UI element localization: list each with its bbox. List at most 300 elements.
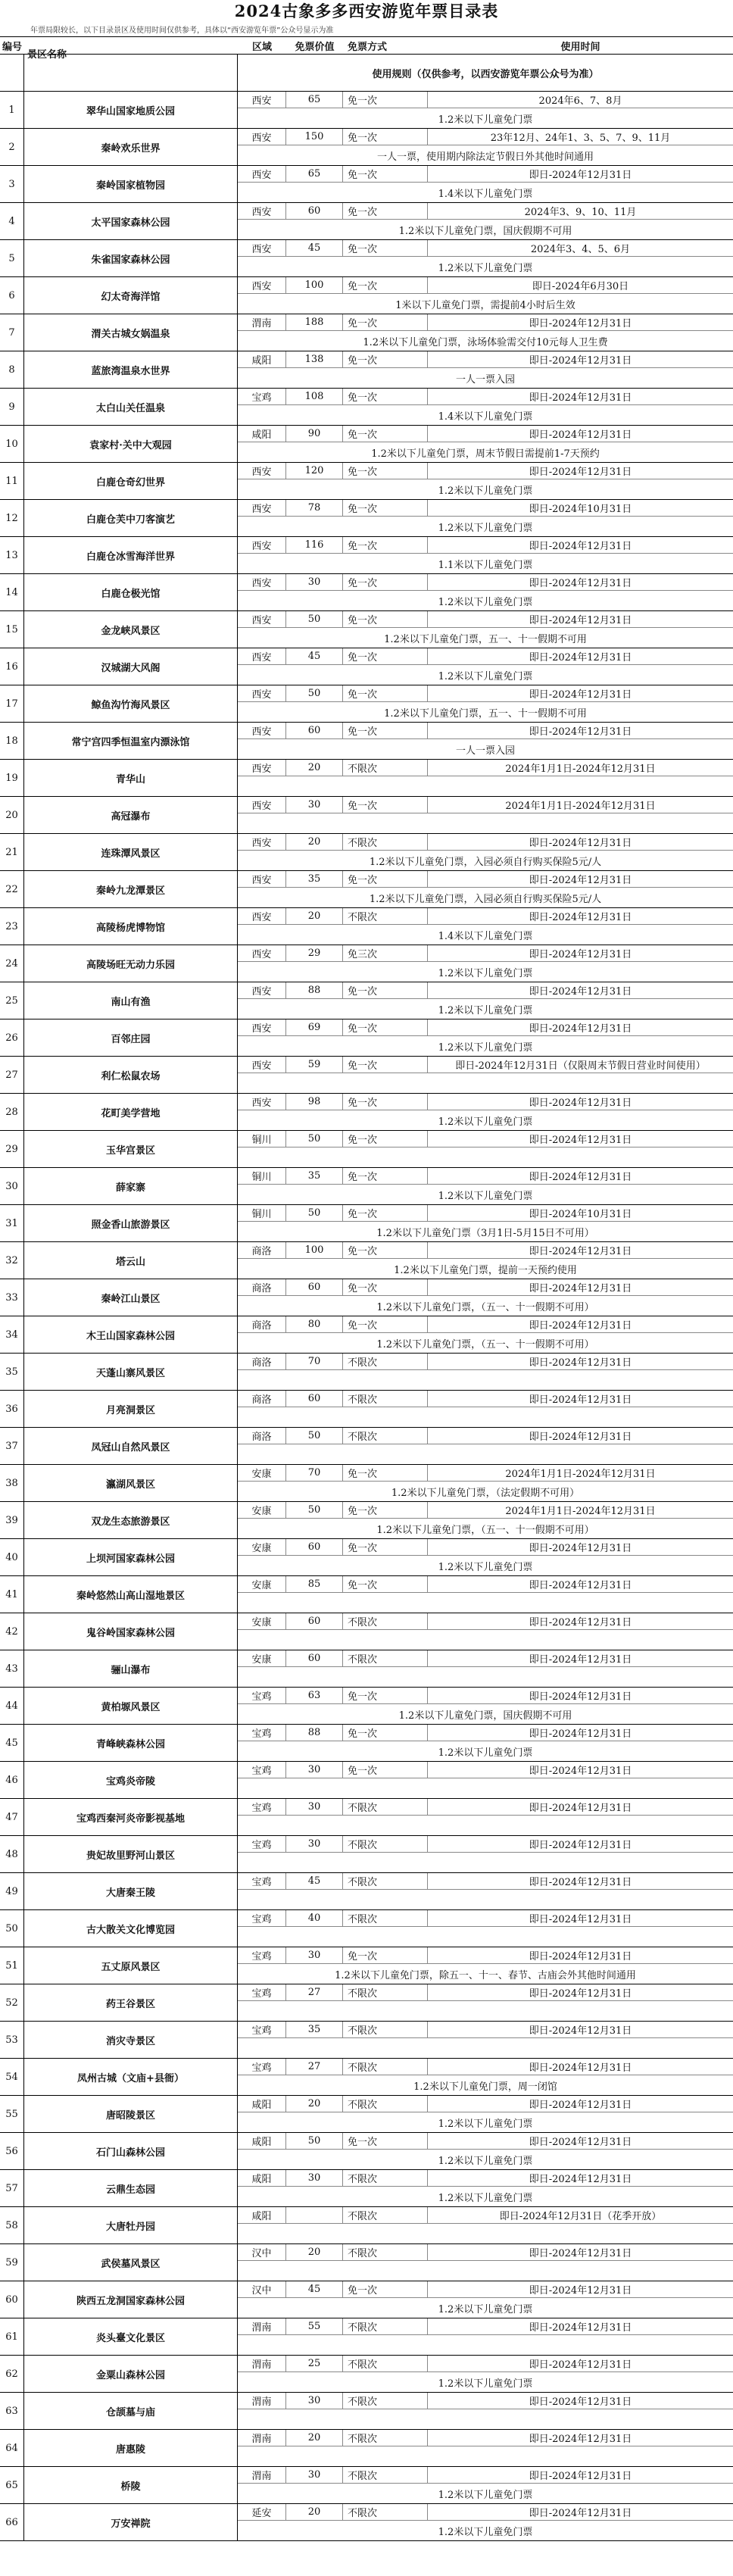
region-cell: 西安 bbox=[238, 277, 286, 293]
method-cell: 不限次 bbox=[343, 2022, 428, 2037]
note-line: 1.2米以下儿童免门票 bbox=[438, 2155, 533, 2167]
table-row bbox=[0, 1725, 733, 1762]
region-cell: 西安 bbox=[238, 871, 286, 887]
region-cell: 宝鸡 bbox=[238, 389, 286, 404]
time-cell: 即日-2024年12月31日 bbox=[529, 1728, 632, 1740]
time-cell: 即日-2024年6月30日 bbox=[532, 281, 629, 292]
note-line: 1.2米以下儿童免门票 bbox=[438, 262, 533, 274]
region-cell: 安康 bbox=[238, 1465, 286, 1481]
method-cell: 免一次 bbox=[343, 2133, 428, 2149]
table-row bbox=[0, 1799, 733, 1836]
price-cell: 25 bbox=[286, 2356, 343, 2371]
note-line: 1.2米以下儿童免门票 bbox=[438, 2118, 533, 2130]
price-cell: 60 bbox=[286, 1613, 343, 1629]
time-cell: 即日-2024年12月31日 bbox=[529, 1283, 632, 1294]
method-cell: 免一次 bbox=[343, 1688, 428, 1703]
region-cell: 西安 bbox=[238, 648, 286, 664]
time-cell: 2024年1月1日-2024年12月31日 bbox=[505, 763, 656, 775]
note-line bbox=[238, 1927, 733, 1947]
note-line: 1.2米以下儿童免门票 bbox=[438, 2303, 533, 2315]
table-row bbox=[0, 351, 733, 389]
scenic-spot-name: 汉城湖大风阁 bbox=[24, 648, 238, 685]
scenic-spot-name: 白鹿仓冰雪海洋世界 bbox=[24, 537, 238, 573]
detail-line bbox=[238, 500, 733, 517]
detail-line bbox=[238, 166, 733, 183]
row-number: 56 bbox=[0, 2133, 24, 2169]
detail-line bbox=[238, 945, 733, 962]
price-cell: 20 bbox=[286, 2096, 343, 2112]
method-cell: 免一次 bbox=[343, 871, 428, 887]
row-number: 31 bbox=[0, 1205, 24, 1241]
price-cell: 50 bbox=[286, 2133, 343, 2149]
row-number: 24 bbox=[0, 945, 24, 982]
scenic-spot-name: 秦岭九龙潭景区 bbox=[24, 871, 238, 907]
region-cell: 铜川 bbox=[238, 1205, 286, 1221]
note-line bbox=[238, 2261, 733, 2281]
note-line: 1.2米以下儿童免门票，（五一、十一假期不可用） bbox=[376, 1524, 594, 1536]
notice-text: 年票局限较长，以下目录景区及使用时间仅供参考，具体以“西安游览年票”公众号显示为准 bbox=[30, 26, 334, 35]
price-cell: 65 bbox=[286, 92, 343, 108]
row-number: 8 bbox=[0, 351, 24, 388]
price-cell: 63 bbox=[286, 1688, 343, 1703]
method-cell: 不限次 bbox=[343, 1910, 428, 1926]
time-cell: 即日-2024年12月31日（仅限周末节假日营业时间使用） bbox=[455, 1060, 706, 1072]
row-number: 39 bbox=[0, 1502, 24, 1538]
table-body bbox=[0, 55, 733, 2541]
price-cell: 100 bbox=[286, 1242, 343, 1258]
price-cell: 85 bbox=[286, 1576, 343, 1592]
row-number: 63 bbox=[0, 2393, 24, 2429]
time-cell: 即日-2024年12月31日 bbox=[529, 838, 632, 849]
time-cell: 即日-2024年12月31日 bbox=[529, 2508, 632, 2519]
row-number: 66 bbox=[0, 2504, 24, 2540]
scenic-spot-name: 渭关古城女娲温泉 bbox=[24, 314, 238, 351]
method-cell: 免一次 bbox=[343, 92, 428, 108]
region-cell: 咸阳 bbox=[238, 2096, 286, 2112]
region-cell: 西安 bbox=[238, 129, 286, 145]
time-cell: 即日-2024年12月31日 bbox=[529, 2396, 632, 2408]
scenic-spot-name: 翠华山国家地质公园 bbox=[24, 92, 238, 128]
row-number: 19 bbox=[0, 760, 24, 796]
detail-line bbox=[238, 1576, 733, 1593]
time-cell: 即日-2024年12月31日 bbox=[529, 615, 632, 626]
time-cell: 2024年1月1日-2024年12月31日 bbox=[505, 801, 656, 812]
detail-line bbox=[238, 2356, 733, 2372]
price-cell: 30 bbox=[286, 2393, 343, 2409]
detail-line bbox=[238, 1279, 733, 1296]
scenic-spot-name: 凤冠山自然风景区 bbox=[24, 1428, 238, 1464]
method-cell: 不限次 bbox=[343, 1354, 428, 1369]
table-row bbox=[0, 2059, 733, 2096]
price-cell: 80 bbox=[286, 1316, 343, 1332]
price-cell: 45 bbox=[286, 2281, 343, 2297]
note-line: 1.2米以下儿童免门票 bbox=[438, 1190, 533, 1202]
note-line: 1.2米以下儿童免门票，国庆假期不可用 bbox=[398, 1710, 572, 1722]
row-number: 14 bbox=[0, 574, 24, 610]
time-cell: 2024年3、4、5、6月 bbox=[530, 244, 631, 255]
scenic-spot-name: 消灾寺景区 bbox=[24, 2022, 238, 2058]
price-cell: 20 bbox=[286, 834, 343, 850]
time-cell: 即日-2024年12月31日 bbox=[529, 875, 632, 886]
scenic-spot-name: 骊山瀑布 bbox=[24, 1650, 238, 1687]
table-row bbox=[0, 537, 733, 574]
scenic-spot-name: 玉华宫景区 bbox=[24, 1131, 238, 1167]
price-cell: 88 bbox=[286, 982, 343, 998]
table-row bbox=[0, 1613, 733, 1650]
region-cell: 西安 bbox=[238, 945, 286, 961]
time-cell: 即日-2024年12月31日 bbox=[529, 2137, 632, 2148]
time-cell: 即日-2024年12月31日 bbox=[529, 2174, 632, 2185]
detail-line bbox=[238, 1836, 733, 1853]
price-cell: 35 bbox=[286, 2022, 343, 2037]
price-cell: 90 bbox=[286, 426, 343, 442]
region-cell: 咸阳 bbox=[238, 2170, 286, 2186]
method-cell: 免三次 bbox=[343, 945, 428, 961]
scenic-spot-name: 五丈原风景区 bbox=[24, 1947, 238, 1984]
region-cell: 宝鸡 bbox=[238, 1799, 286, 1815]
detail-line bbox=[238, 1242, 733, 1259]
note-line: 1.2米以下儿童免门票，周末节假日需提前1-7天预约 bbox=[371, 448, 600, 460]
table-row bbox=[0, 166, 733, 203]
price-cell: 78 bbox=[286, 500, 343, 516]
time-cell: 即日-2024年12月31日 bbox=[529, 2062, 632, 2074]
time-cell: 即日-2024年12月31日 bbox=[529, 1098, 632, 1109]
method-cell: 不限次 bbox=[343, 834, 428, 850]
region-cell: 咸阳 bbox=[238, 426, 286, 442]
row-number: 60 bbox=[0, 2281, 24, 2318]
note-line: 1.4米以下儿童免门票 bbox=[438, 188, 533, 200]
method-cell: 不限次 bbox=[343, 1650, 428, 1666]
detail-line bbox=[238, 834, 733, 851]
method-cell: 不限次 bbox=[343, 1836, 428, 1852]
time-cell: 即日-2024年12月31日 bbox=[529, 2248, 632, 2259]
table-row bbox=[0, 92, 733, 129]
method-cell: 免一次 bbox=[343, 351, 428, 367]
region-cell: 渭南 bbox=[238, 2430, 286, 2446]
note-line: 1.2米以下儿童免门票 bbox=[438, 1041, 533, 1054]
scenic-spot-name: 万安禅院 bbox=[24, 2504, 238, 2540]
price-cell: 50 bbox=[286, 1502, 343, 1518]
price-cell: 45 bbox=[286, 1873, 343, 1889]
table-row bbox=[0, 1131, 733, 1168]
detail-line bbox=[238, 277, 733, 294]
method-cell: 不限次 bbox=[343, 1428, 428, 1444]
price-cell: 20 bbox=[286, 2430, 343, 2446]
note-line bbox=[238, 1073, 733, 1093]
region-cell: 宝鸡 bbox=[238, 1873, 286, 1889]
note-line: 1.2米以下儿童免门票（3月1日-5月15日不可用） bbox=[376, 1227, 594, 1239]
price-cell: 40 bbox=[286, 1910, 343, 1926]
region-cell: 西安 bbox=[238, 500, 286, 516]
time-cell: 即日-2024年10月31日 bbox=[529, 504, 632, 515]
table-row bbox=[0, 1688, 733, 1725]
method-cell: 免一次 bbox=[343, 1316, 428, 1332]
usage-rule: 使用规则（仅供参考，以西安游览年票公众号为准） bbox=[372, 69, 599, 80]
note-line: 1.2米以下儿童免门票 bbox=[438, 1004, 533, 1016]
scenic-spot-name: 仓颉墓与庙 bbox=[24, 2393, 238, 2429]
region-cell: 渭南 bbox=[238, 2393, 286, 2409]
time-cell: 2024年1月1日-2024年12月31日 bbox=[505, 1506, 656, 1517]
method-cell: 不限次 bbox=[343, 2393, 428, 2409]
header-area: 区域 bbox=[251, 41, 272, 53]
row-number: 43 bbox=[0, 1650, 24, 1687]
note-line: 1.2米以下儿童免门票，入园必须自行购买保险5元/人 bbox=[369, 856, 602, 868]
row-number: 25 bbox=[0, 982, 24, 1019]
region-cell: 安康 bbox=[238, 1650, 286, 1666]
table-row bbox=[0, 871, 733, 908]
detail-line bbox=[238, 1502, 733, 1519]
row-number: 6 bbox=[0, 277, 24, 314]
time-cell: 即日-2024年12月31日 bbox=[529, 2025, 632, 2037]
method-cell: 免一次 bbox=[343, 1947, 428, 1963]
region-cell: 西安 bbox=[238, 982, 286, 998]
method-cell: 不限次 bbox=[343, 2207, 428, 2223]
scenic-spot-name: 月亮洞景区 bbox=[24, 1391, 238, 1427]
time-cell: 2024年3、9、10、11月 bbox=[524, 207, 637, 218]
note-line: 1.2米以下儿童免门票 bbox=[438, 967, 533, 979]
region-cell: 安康 bbox=[238, 1576, 286, 1592]
page-title: 2024古象多多西安游览年票目录表 bbox=[234, 2, 499, 20]
note-line: 1.2米以下儿童免门票 bbox=[438, 670, 533, 682]
method-cell: 免一次 bbox=[343, 389, 428, 404]
note-line: 1.1米以下儿童免门票 bbox=[438, 559, 533, 571]
table-row bbox=[0, 648, 733, 685]
note-line bbox=[238, 1593, 733, 1613]
method-cell: 不限次 bbox=[343, 2059, 428, 2075]
row-number: 10 bbox=[0, 426, 24, 462]
detail-line bbox=[238, 648, 733, 665]
detail-line bbox=[238, 1613, 733, 1630]
detail-line bbox=[238, 1019, 733, 1036]
time-cell: 即日-2024年12月31日 bbox=[529, 2285, 632, 2297]
region-cell: 咸阳 bbox=[238, 351, 286, 367]
method-cell: 不限次 bbox=[343, 2504, 428, 2520]
method-cell: 免一次 bbox=[343, 500, 428, 516]
price-cell: 35 bbox=[286, 871, 343, 887]
note-line: 1.2米以下儿童免门票 bbox=[438, 1561, 533, 1573]
detail-line bbox=[238, 1762, 733, 1778]
row-number: 44 bbox=[0, 1688, 24, 1724]
scenic-spot-name: 大唐牡丹园 bbox=[24, 2207, 238, 2243]
note-line: 一人一票入园 bbox=[455, 373, 515, 386]
price-cell: 20 bbox=[286, 2244, 343, 2260]
table-row bbox=[0, 1391, 733, 1428]
row-number: 34 bbox=[0, 1316, 24, 1353]
scenic-spot-name: 武侯墓风景区 bbox=[24, 2244, 238, 2281]
price-cell: 20 bbox=[286, 760, 343, 776]
row-number: 50 bbox=[0, 1910, 24, 1947]
time-cell: 即日-2024年12月31日（花季开放） bbox=[499, 2211, 662, 2222]
time-cell: 即日-2024年12月31日 bbox=[529, 652, 632, 664]
region-cell: 西安 bbox=[238, 1019, 286, 1035]
table-row bbox=[0, 797, 733, 834]
row-number: 18 bbox=[0, 723, 24, 759]
price-cell: 45 bbox=[286, 240, 343, 256]
time-cell: 2024年1月1日-2024年12月31日 bbox=[505, 1469, 656, 1480]
price-cell bbox=[286, 2207, 343, 2223]
time-cell: 即日-2024年12月31日 bbox=[529, 1432, 632, 1443]
note-line bbox=[238, 776, 733, 796]
time-cell: 即日-2024年12月31日 bbox=[529, 1654, 632, 1666]
detail-line bbox=[238, 2022, 733, 2038]
note-line bbox=[238, 1778, 733, 1798]
method-cell: 不限次 bbox=[343, 2096, 428, 2112]
time-cell: 即日-2024年12月31日 bbox=[529, 1320, 632, 1332]
row-number: 57 bbox=[0, 2170, 24, 2206]
row-number: 5 bbox=[0, 240, 24, 276]
price-cell: 50 bbox=[286, 1428, 343, 1444]
method-cell: 不限次 bbox=[343, 1613, 428, 1629]
region-cell: 西安 bbox=[238, 92, 286, 108]
scenic-spot-name: 连珠潭风景区 bbox=[24, 834, 238, 870]
detail-line bbox=[238, 389, 733, 405]
table-row bbox=[0, 834, 733, 871]
detail-line bbox=[238, 1354, 733, 1370]
note-line: 1.4米以下儿童免门票 bbox=[438, 930, 533, 942]
row-number: 28 bbox=[0, 1094, 24, 1130]
header-method: 免票方式 bbox=[348, 41, 388, 53]
table-row bbox=[0, 500, 733, 537]
table-row bbox=[0, 1576, 733, 1613]
time-cell: 即日-2024年12月31日 bbox=[529, 170, 632, 181]
scenic-spot-name: 金粟山森林公园 bbox=[24, 2356, 238, 2392]
time-cell: 即日-2024年12月31日 bbox=[529, 1691, 632, 1703]
note-line bbox=[238, 2001, 733, 2021]
note-line bbox=[238, 1444, 733, 1464]
scenic-spot-name: 利仁松鼠农场 bbox=[24, 1057, 238, 1093]
region-cell: 西安 bbox=[238, 760, 286, 776]
note-line: 1.2米以下儿童免门票 bbox=[438, 2526, 533, 2538]
method-cell: 免一次 bbox=[343, 1019, 428, 1035]
table-row bbox=[0, 574, 733, 611]
header-name: 景区名称 bbox=[27, 48, 67, 61]
time-cell: 2024年6、7、8月 bbox=[538, 95, 622, 107]
note-line: 1.2米以下儿童免门票，（五一、十一假期不可用） bbox=[376, 1301, 594, 1313]
table-row bbox=[0, 2022, 733, 2059]
detail-line bbox=[238, 1539, 733, 1556]
price-cell: 30 bbox=[286, 574, 343, 590]
scenic-spot-name: 薛家寨 bbox=[24, 1168, 238, 1204]
method-cell: 免一次 bbox=[343, 1094, 428, 1110]
scenic-spot-name: 瀛湖风景区 bbox=[24, 1465, 238, 1501]
detail-line bbox=[238, 240, 733, 257]
detail-line bbox=[238, 129, 733, 145]
price-cell: 59 bbox=[286, 1057, 343, 1073]
method-cell: 不限次 bbox=[343, 1984, 428, 2000]
detail-line bbox=[238, 1725, 733, 1741]
time-cell: 即日-2024年12月31日 bbox=[529, 986, 632, 998]
method-cell: 免一次 bbox=[343, 166, 428, 182]
table-row bbox=[0, 2281, 733, 2318]
detail-line bbox=[238, 1168, 733, 1185]
price-cell: 108 bbox=[286, 389, 343, 404]
price-cell: 60 bbox=[286, 1650, 343, 1666]
detail-line bbox=[238, 1947, 733, 1964]
scenic-spot-name: 宝鸡炎帝陵 bbox=[24, 1762, 238, 1798]
time-cell: 即日-2024年12月31日 bbox=[529, 1172, 632, 1183]
table-row bbox=[0, 2207, 733, 2244]
method-cell: 免一次 bbox=[343, 723, 428, 738]
method-cell: 免一次 bbox=[343, 129, 428, 145]
detail-line bbox=[238, 351, 733, 368]
region-cell: 西安 bbox=[238, 908, 286, 924]
method-cell: 不限次 bbox=[343, 2318, 428, 2334]
price-cell: 20 bbox=[286, 2504, 343, 2520]
scenic-spot-name: 高陵场旺无动力乐园 bbox=[24, 945, 238, 982]
scenic-spot-name: 白鹿仓极光馆 bbox=[24, 574, 238, 610]
detail-line bbox=[238, 1428, 733, 1444]
scenic-spot-name: 塔云山 bbox=[24, 1242, 238, 1279]
scenic-spot-name: 陕西五龙洞国家森林公园 bbox=[24, 2281, 238, 2318]
method-cell: 免一次 bbox=[343, 1502, 428, 1518]
row-number: 4 bbox=[0, 203, 24, 239]
row-number: 40 bbox=[0, 1539, 24, 1575]
row-number: 17 bbox=[0, 685, 24, 722]
scenic-spot-name: 炎头臺文化景区 bbox=[24, 2318, 238, 2355]
scenic-spot-name: 上坝河国家森林公园 bbox=[24, 1539, 238, 1575]
detail-line bbox=[238, 1650, 733, 1667]
table-row bbox=[0, 1205, 733, 1242]
region-cell: 铜川 bbox=[238, 1168, 286, 1184]
table-row bbox=[0, 945, 733, 982]
region-cell: 宝鸡 bbox=[238, 1947, 286, 1963]
region-cell: 西安 bbox=[238, 797, 286, 813]
method-cell: 免一次 bbox=[343, 1279, 428, 1295]
price-cell: 20 bbox=[286, 908, 343, 924]
price-cell: 188 bbox=[286, 314, 343, 330]
table-row bbox=[0, 908, 733, 945]
time-cell: 即日-2024年12月31日 bbox=[529, 1914, 632, 1925]
time-cell: 即日-2024年12月31日 bbox=[529, 429, 632, 441]
time-cell: 即日-2024年12月31日 bbox=[529, 467, 632, 478]
scenic-spot-name: 大唐秦王陵 bbox=[24, 1873, 238, 1909]
region-cell: 宝鸡 bbox=[238, 1762, 286, 1778]
row-number: 3 bbox=[0, 166, 24, 202]
region-cell: 西安 bbox=[238, 611, 286, 627]
table-row bbox=[0, 723, 733, 760]
scenic-spot-name: 木王山国家森林公园 bbox=[24, 1316, 238, 1353]
time-cell: 即日-2024年12月31日 bbox=[529, 1580, 632, 1591]
scenic-spot-name: 石门山森林公园 bbox=[24, 2133, 238, 2169]
method-cell: 免一次 bbox=[343, 1131, 428, 1147]
time-cell: 即日-2024年12月31日 bbox=[529, 2434, 632, 2445]
note-line: 1.2米以下儿童免门票，入园必须自行购买保险5元/人 bbox=[369, 893, 602, 905]
table-row bbox=[0, 314, 733, 351]
scenic-spot-name: 青华山 bbox=[24, 760, 238, 796]
note-line bbox=[238, 1147, 733, 1167]
region-cell: 安康 bbox=[238, 1539, 286, 1555]
table-row bbox=[0, 2133, 733, 2170]
time-cell: 即日-2024年12月31日 bbox=[529, 1135, 632, 1146]
method-cell: 不限次 bbox=[343, 2467, 428, 2483]
table-row bbox=[0, 2467, 733, 2504]
scenic-spot-name bbox=[24, 55, 238, 91]
detail-line bbox=[238, 1131, 733, 1147]
table-row bbox=[0, 1984, 733, 2022]
table-row bbox=[0, 1279, 733, 1316]
note-line: 1.2米以下儿童免门票，除五一、十一、春节、古庙会外其他时间通用 bbox=[335, 1969, 636, 1981]
price-cell: 30 bbox=[286, 1762, 343, 1778]
time-cell: 即日-2024年12月31日 bbox=[529, 578, 632, 589]
region-cell: 宝鸡 bbox=[238, 2059, 286, 2075]
time-cell: 即日-2024年12月31日 bbox=[529, 1988, 632, 2000]
scenic-spot-name: 秦岭悠然山高山湿地景区 bbox=[24, 1576, 238, 1613]
price-cell: 98 bbox=[286, 1094, 343, 1110]
detail-line bbox=[238, 1465, 733, 1482]
scenic-spot-name: 百邻庄园 bbox=[24, 1019, 238, 1056]
row-number: 55 bbox=[0, 2096, 24, 2132]
note-line: 1.2米以下儿童免门票 bbox=[438, 596, 533, 608]
